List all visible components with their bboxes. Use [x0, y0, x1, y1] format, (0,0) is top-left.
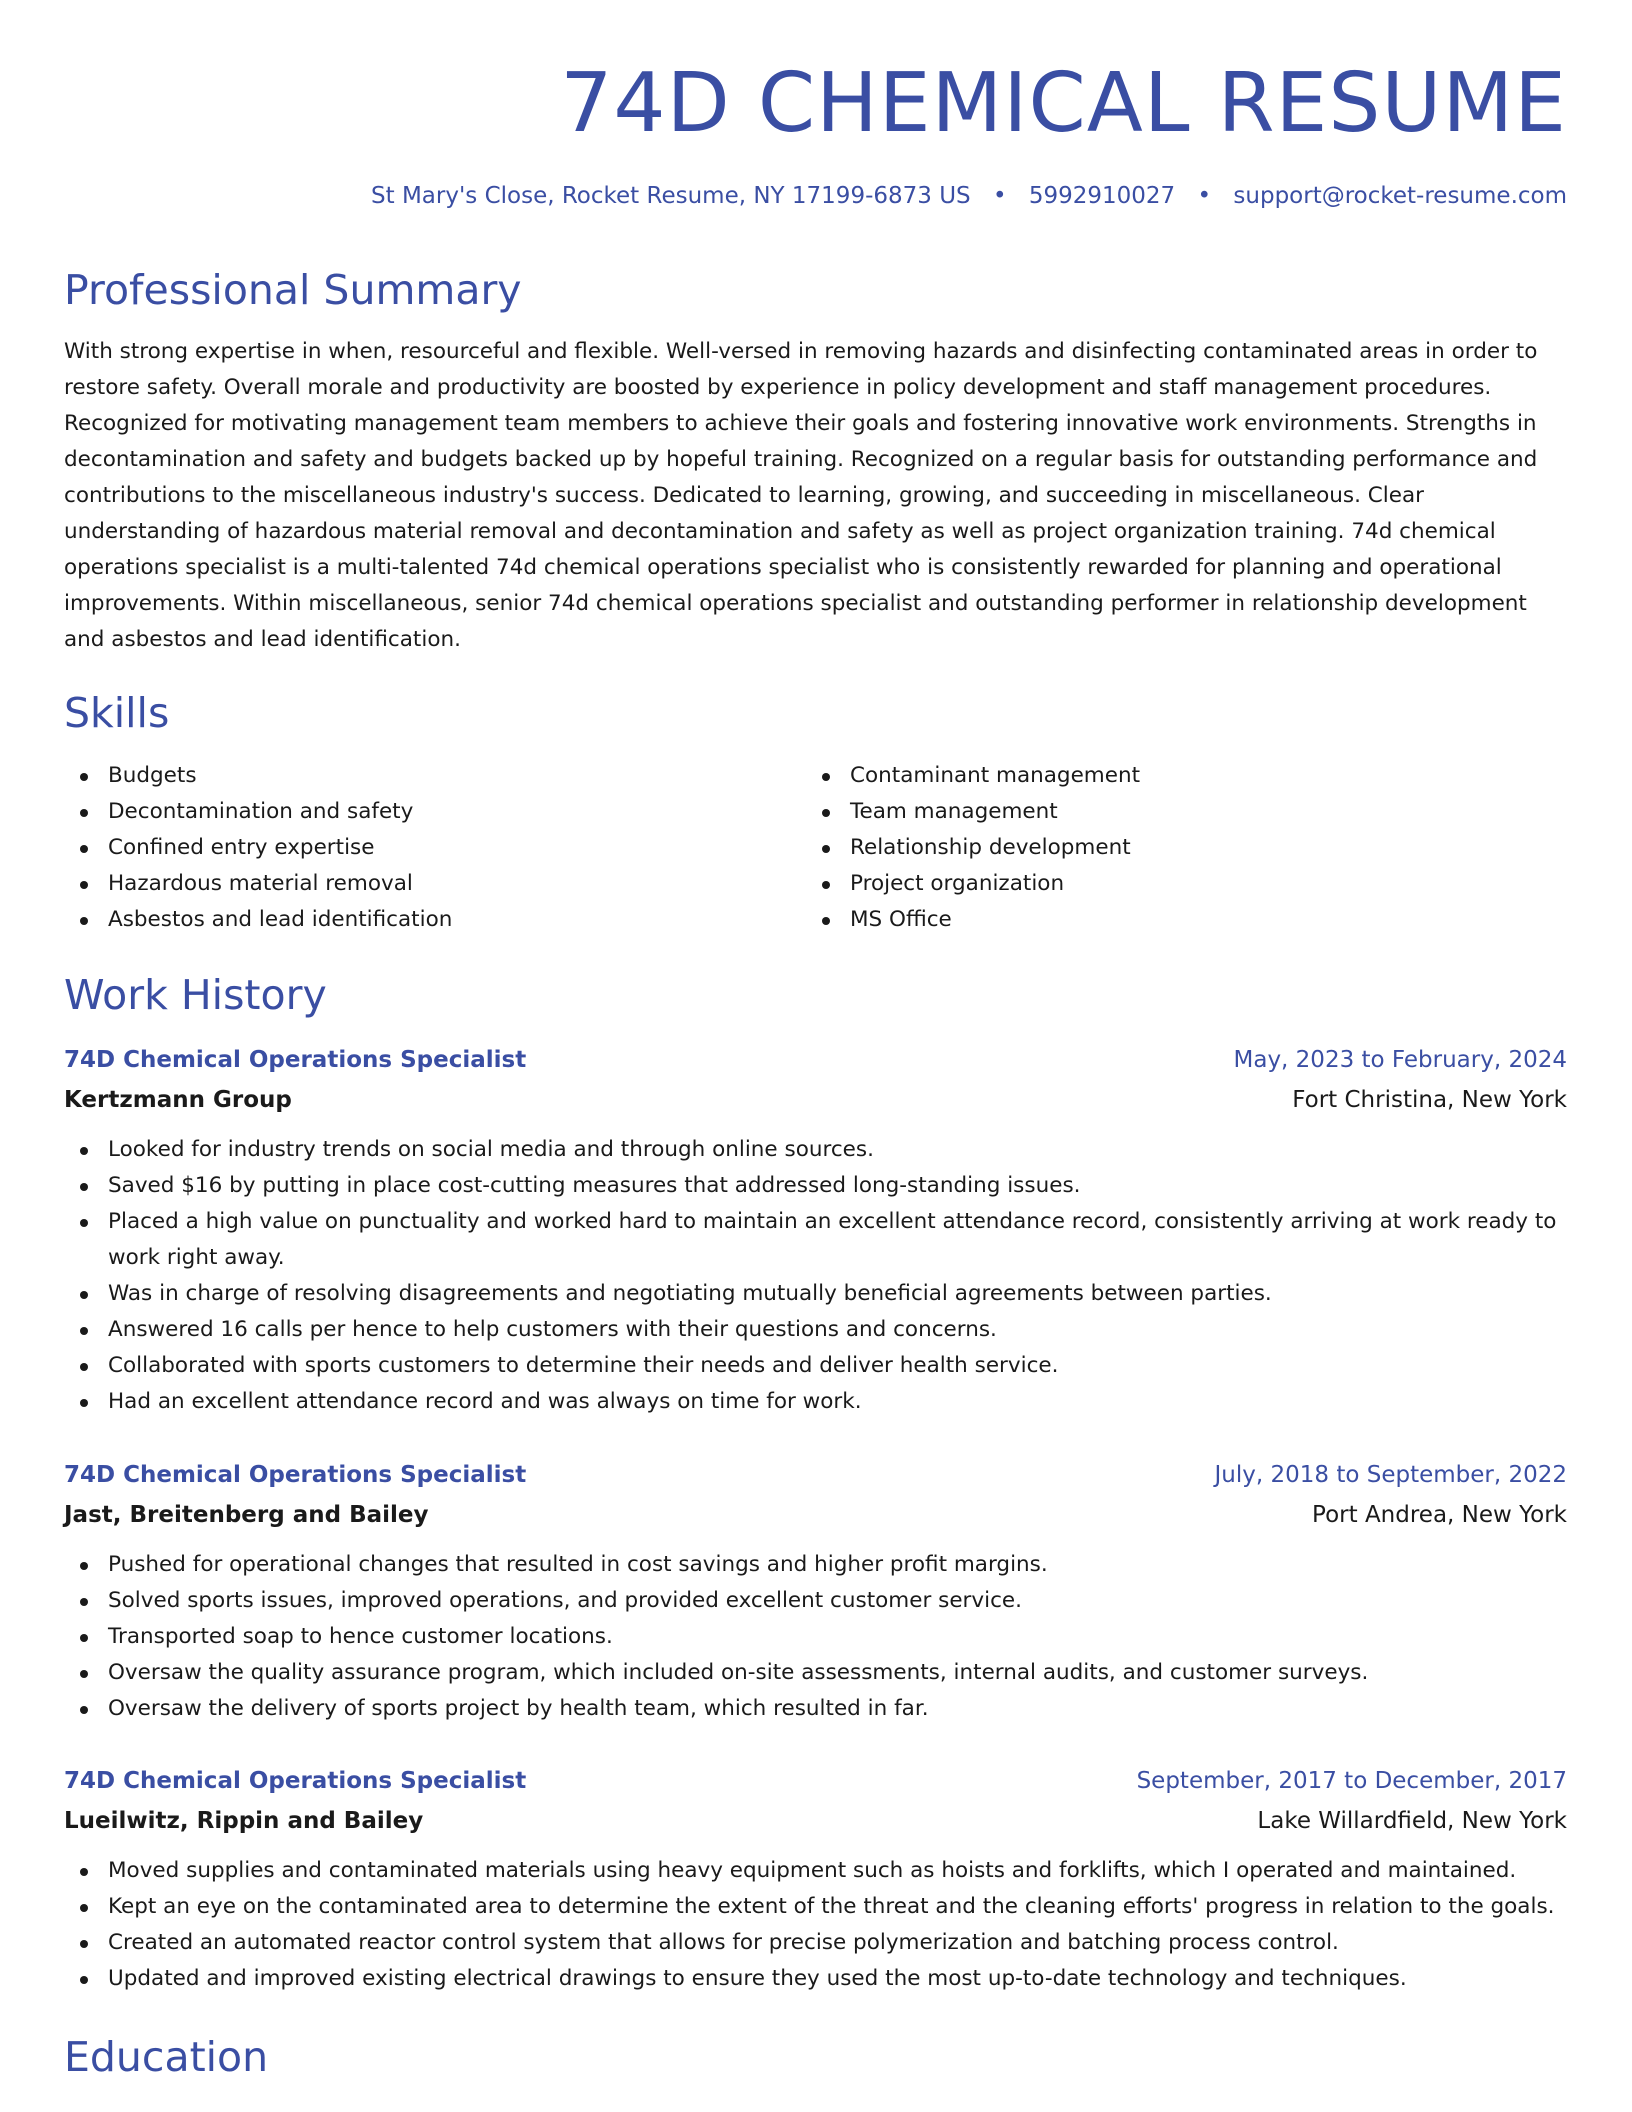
skill-item: Asbestos and lead identification — [64, 902, 764, 938]
skill-item: MS Office — [806, 902, 1506, 938]
skill-item: Confined entry expertise — [64, 830, 764, 866]
skill-item: Budgets — [64, 758, 764, 794]
job-dates: September, 2017 to December, 2017 — [1136, 1768, 1567, 1794]
job-duties — [64, 1132, 1567, 1420]
job-location: Fort Christina, New York — [1292, 1087, 1567, 1113]
job-company: Kertzmann Group — [64, 1087, 292, 1113]
skill-item: Decontamination and safety — [64, 794, 764, 830]
duty-item: Transported soap to hence customer locations. — [64, 1619, 1567, 1655]
skills-heading: Skills — [64, 689, 170, 737]
job-location: Port Andrea, New York — [1312, 1502, 1567, 1528]
skill-item: Relationship development — [806, 830, 1506, 866]
job-entry — [64, 1040, 1567, 1420]
job-company: Jast, Breitenberg and Bailey — [64, 1502, 429, 1528]
skills-list-left — [64, 758, 764, 938]
job-dates: May, 2023 to February, 2024 — [1233, 1047, 1567, 1073]
contact-separator: • — [992, 183, 1007, 209]
duty-item: Created an automated reactor control system that allows for precise polymerization and batching process control. — [64, 1925, 1567, 1961]
resume-title: 74D CHEMICAL RESUME — [560, 56, 1567, 151]
job-title: 74D Chemical Operations Specialist — [64, 1047, 527, 1073]
job-company: Lueilwitz, Rippin and Bailey — [64, 1808, 424, 1834]
duty-item: Answered 16 calls per hence to help customers with their questions and concerns. — [64, 1312, 1567, 1348]
contact-phone: 5992910027 — [1028, 183, 1176, 209]
contact-separator: • — [1197, 183, 1212, 209]
contact-address: St Mary's Close, Rocket Resume, NY 17199-6873 US — [371, 183, 971, 209]
job-entry — [64, 1455, 1567, 1727]
job-dates: July, 2018 to September, 2022 — [1214, 1462, 1567, 1488]
duty-item: Placed a high value on punctuality and worked hard to maintain an excellent attendance record, consistently arriving at work ready to work right away. — [64, 1204, 1567, 1276]
skill-item: Contaminant management — [806, 758, 1506, 794]
duty-item: Collaborated with sports customers to determine their needs and deliver health service. — [64, 1348, 1567, 1384]
contact-line — [371, 180, 1567, 212]
duty-item: Kept an eye on the contaminated area to determine the extent of the threat and the cleaning efforts' progress in relation to the goals. — [64, 1889, 1567, 1925]
duty-item: Saved $16 by putting in place cost-cutting measures that addressed long-standing issues. — [64, 1168, 1567, 1204]
summary-heading: Professional Summary — [64, 266, 522, 314]
contact-email[interactable]: support@rocket-resume.com — [1233, 183, 1567, 209]
duty-item: Had an excellent attendance record and was always on time for work. — [64, 1384, 1567, 1420]
skill-item: Hazardous material removal — [64, 866, 764, 902]
duty-item: Looked for industry trends on social media and through online sources. — [64, 1132, 1567, 1168]
job-title: 74D Chemical Operations Specialist — [64, 1462, 527, 1488]
work-history-heading: Work History — [64, 971, 327, 1019]
job-title: 74D Chemical Operations Specialist — [64, 1768, 527, 1794]
job-duties — [64, 1547, 1567, 1727]
duty-item: Oversaw the delivery of sports project by health team, which resulted in far. — [64, 1691, 1567, 1727]
skills-list-right — [806, 758, 1506, 938]
duty-item: Moved supplies and contaminated materials using heavy equipment such as hoists and forklifts, which I operated and maintained. — [64, 1853, 1567, 1889]
duty-item: Pushed for operational changes that resulted in cost savings and higher profit margins. — [64, 1547, 1567, 1583]
skill-item: Team management — [806, 794, 1506, 830]
duty-item: Oversaw the quality assurance program, which included on-site assessments, internal audits, and customer surveys. — [64, 1655, 1567, 1691]
job-location: Lake Willardfield, New York — [1257, 1808, 1567, 1834]
skill-item: Project organization — [806, 866, 1506, 902]
summary-text: With strong expertise in when, resourceful and flexible. Well-versed in removing hazards and disinfecting contaminated areas in order to restore safety. Overall morale and productivity are boosted by experience in policy development and staff management procedures. Recognized for motivating management team members to achieve their goals and fostering innovative work environments. Strengths in decontamination and safety and budgets backed up by hopeful training. Recognized on a regular basis for outstanding performance and contributions to the miscellaneous industry's success. Dedicated to learning, growing, and succeeding in miscellaneous. Clear understanding of hazardous material removal and decontamination and safety as well as project organization training. 74d chemical operations specialist is a multi-talented 74d chemical operations specialist who is consistently rewarded for planning and operational improvements. Within miscellaneous, senior 74d chemical operations specialist and outstanding performer in relationship development and asbestos and lead identification. — [64, 339, 1538, 652]
job-duties — [64, 1853, 1567, 1997]
job-entry — [64, 1761, 1567, 1997]
duty-item: Updated and improved existing electrical drawings to ensure they used the most up-to-date technology and techniques. — [64, 1961, 1567, 1997]
education-heading: Education — [64, 2033, 269, 2081]
duty-item: Was in charge of resolving disagreements and negotiating mutually beneficial agreements between parties. — [64, 1276, 1567, 1312]
duty-item: Solved sports issues, improved operations, and provided excellent customer service. — [64, 1583, 1567, 1619]
